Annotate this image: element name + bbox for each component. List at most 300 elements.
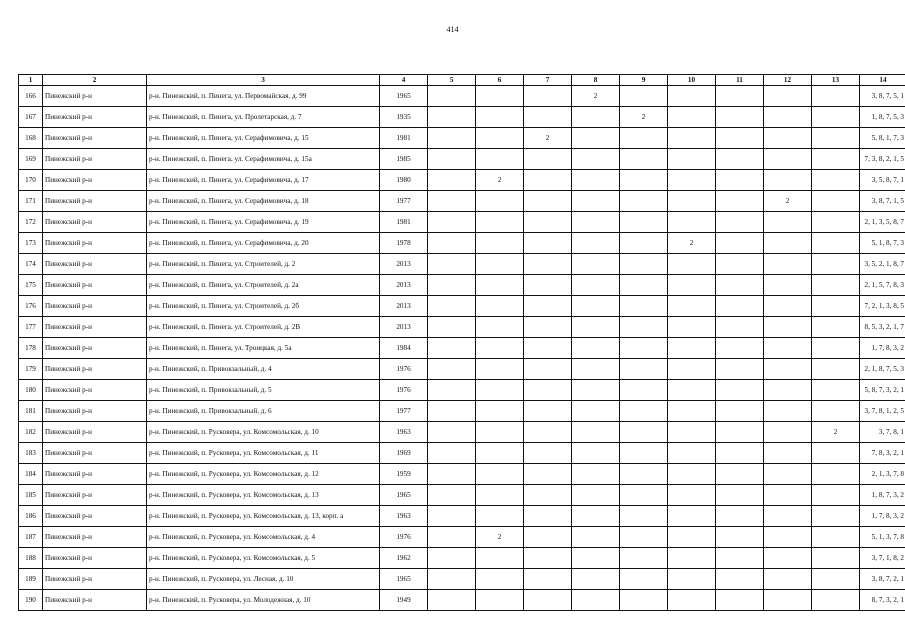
- cell-col-11: [716, 359, 764, 380]
- cell-col-7: [524, 359, 572, 380]
- year-cell: 1965: [380, 569, 428, 590]
- district-cell: Пинежский р-н: [43, 422, 147, 443]
- cell-col-10: [668, 506, 716, 527]
- sequence-cell: 7, 3, 8, 2, 1, 5: [860, 149, 905, 170]
- cell-col-7: [524, 464, 572, 485]
- address-cell: р-н. Пинежский, п. Пинега, ул. Серафимовича, д. 18: [147, 191, 380, 212]
- address-cell: р-н. Пинежский, п. Русковера, ул. Комсомольская, д. 13: [147, 485, 380, 506]
- cell-col-12: [764, 506, 812, 527]
- cell-col-7: [524, 170, 572, 191]
- cell-col-11: [716, 569, 764, 590]
- cell-col-10: [668, 359, 716, 380]
- row-number-cell: 184: [19, 464, 43, 485]
- cell-col-13: [812, 590, 860, 611]
- district-cell: Пинежский р-н: [43, 359, 147, 380]
- cell-col-8: [572, 233, 620, 254]
- cell-col-9: [620, 317, 668, 338]
- cell-col-9: [620, 128, 668, 149]
- cell-col-6: [476, 569, 524, 590]
- cell-col-10: [668, 149, 716, 170]
- cell-col-7: [524, 191, 572, 212]
- table-row: [19, 548, 905, 569]
- cell-col-11: [716, 443, 764, 464]
- row-number-cell: 169: [19, 149, 43, 170]
- district-cell: Пинежский р-н: [43, 86, 147, 107]
- sequence-cell: 1, 8, 7, 3, 2: [860, 485, 905, 506]
- table-row: [19, 191, 905, 212]
- address-cell: р-н. Пинежский, п. Русковера, ул. Комсомольская, д. 13, корп. а: [147, 506, 380, 527]
- cell-col-10: [668, 569, 716, 590]
- cell-col-5: [428, 233, 476, 254]
- cell-col-11: [716, 422, 764, 443]
- cell-col-9: [620, 464, 668, 485]
- cell-col-8: [572, 548, 620, 569]
- cell-col-7: [524, 485, 572, 506]
- year-cell: 1980: [380, 170, 428, 191]
- address-cell: р-н. Пинежский, п. Русковера, ул. Молодежная, д. 10: [147, 590, 380, 611]
- sequence-cell: 5, 1, 8, 7, 3: [860, 233, 905, 254]
- table-row: [19, 464, 905, 485]
- address-cell: р-н. Пинежский, п. Пинега, ул. Серафимовича, д. 15: [147, 128, 380, 149]
- cell-col-11: [716, 128, 764, 149]
- cell-col-5: [428, 485, 476, 506]
- sequence-cell: 2, 1, 3, 5, 8, 7: [860, 212, 905, 233]
- cell-col-5: [428, 569, 476, 590]
- cell-col-10: [668, 422, 716, 443]
- cell-col-12: [764, 254, 812, 275]
- cell-col-8: [572, 569, 620, 590]
- address-cell: р-н. Пинежский, п. Пинега, ул. Строителей, д. 2б: [147, 296, 380, 317]
- cell-col-6: [476, 233, 524, 254]
- row-number-cell: 173: [19, 233, 43, 254]
- address-cell: р-н. Пинежский, п. Пинега, ул. Строителей, д. 2а: [147, 275, 380, 296]
- district-cell: Пинежский р-н: [43, 170, 147, 191]
- cell-col-9: [620, 359, 668, 380]
- year-cell: 1963: [380, 422, 428, 443]
- cell-col-9: [620, 212, 668, 233]
- column-header-1: 1: [19, 75, 43, 86]
- cell-col-13: [812, 359, 860, 380]
- sequence-cell: 1, 8, 7, 5, 3: [860, 107, 905, 128]
- cell-col-13: [812, 548, 860, 569]
- cell-col-7: [524, 212, 572, 233]
- cell-col-9: [620, 506, 668, 527]
- district-cell: Пинежский р-н: [43, 191, 147, 212]
- district-cell: Пинежский р-н: [43, 338, 147, 359]
- table-row: [19, 527, 905, 548]
- year-cell: 1959: [380, 464, 428, 485]
- table-row: [19, 485, 905, 506]
- address-cell: р-н. Пинежский, п. Пинега, ул. Серафимовича, д. 17: [147, 170, 380, 191]
- cell-col-6: [476, 548, 524, 569]
- cell-col-13: [812, 338, 860, 359]
- year-cell: 1985: [380, 149, 428, 170]
- table-row: [19, 443, 905, 464]
- table-row: [19, 233, 905, 254]
- cell-col-11: [716, 401, 764, 422]
- address-cell: р-н. Пинежский, п. Привокзальный, д. 6: [147, 401, 380, 422]
- column-header-7: 7: [524, 75, 572, 86]
- district-cell: Пинежский р-н: [43, 296, 147, 317]
- cell-col-12: [764, 107, 812, 128]
- cell-col-5: [428, 86, 476, 107]
- cell-col-12: [764, 443, 812, 464]
- cell-col-10: [668, 128, 716, 149]
- sequence-cell: 7, 2, 1, 3, 8, 5: [860, 296, 905, 317]
- cell-col-12: [764, 380, 812, 401]
- cell-col-5: [428, 296, 476, 317]
- address-cell: р-н. Пинежский, п. Пинега, ул. Строителей, д. 2В: [147, 317, 380, 338]
- cell-col-11: [716, 149, 764, 170]
- cell-col-9: [620, 401, 668, 422]
- cell-col-12: [764, 527, 812, 548]
- year-cell: 1962: [380, 548, 428, 569]
- cell-col-13: [812, 464, 860, 485]
- district-cell: Пинежский р-н: [43, 212, 147, 233]
- cell-col-8: [572, 275, 620, 296]
- cell-col-6: [476, 380, 524, 401]
- cell-col-13: [812, 191, 860, 212]
- column-header-9: 9: [620, 75, 668, 86]
- cell-col-5: [428, 443, 476, 464]
- cell-col-12: [764, 359, 812, 380]
- cell-col-13: [812, 443, 860, 464]
- cell-col-13: [812, 569, 860, 590]
- cell-col-8: [572, 317, 620, 338]
- cell-col-12: [764, 212, 812, 233]
- cell-col-12: [764, 569, 812, 590]
- cell-col-11: [716, 170, 764, 191]
- cell-col-7: [524, 317, 572, 338]
- address-cell: р-н. Пинежский, п. Пинега, ул. Серафимовича, д. 15а: [147, 149, 380, 170]
- cell-col-9: [620, 254, 668, 275]
- row-number-cell: 166: [19, 86, 43, 107]
- cell-col-6: 2: [476, 527, 524, 548]
- year-cell: 1963: [380, 506, 428, 527]
- address-cell: р-н. Пинежский, п. Пинега, ул. Первомайская, д. 99: [147, 86, 380, 107]
- sequence-cell: 5, 8, 1, 7, 3: [860, 128, 905, 149]
- table-row: [19, 296, 905, 317]
- cell-col-6: [476, 296, 524, 317]
- district-cell: Пинежский р-н: [43, 149, 147, 170]
- cell-col-7: [524, 569, 572, 590]
- cell-col-9: [620, 191, 668, 212]
- cell-col-8: [572, 485, 620, 506]
- table-row: [19, 107, 905, 128]
- sequence-cell: 3, 8, 7, 2, 1: [860, 569, 905, 590]
- header-row: [19, 75, 905, 86]
- table-row: [19, 422, 905, 443]
- row-number-cell: 183: [19, 443, 43, 464]
- sequence-cell: 5, 8, 7, 3, 2, 1: [860, 380, 905, 401]
- cell-col-6: [476, 254, 524, 275]
- cell-col-12: [764, 275, 812, 296]
- district-cell: Пинежский р-н: [43, 527, 147, 548]
- sequence-cell: 1, 7, 8, 3, 2: [860, 506, 905, 527]
- cell-col-12: [764, 317, 812, 338]
- cell-col-9: [620, 485, 668, 506]
- year-cell: 1984: [380, 338, 428, 359]
- year-cell: 1949: [380, 590, 428, 611]
- district-cell: Пинежский р-н: [43, 590, 147, 611]
- sequence-cell: 3, 7, 1, 8, 2: [860, 548, 905, 569]
- cell-col-13: [812, 296, 860, 317]
- table-row: [19, 212, 905, 233]
- row-number-cell: 172: [19, 212, 43, 233]
- cell-col-12: [764, 338, 812, 359]
- cell-col-5: [428, 275, 476, 296]
- cell-col-8: [572, 401, 620, 422]
- row-number-cell: 182: [19, 422, 43, 443]
- address-cell: р-н. Пинежский, п. Русковера, ул. Комсомольская, д. 4: [147, 527, 380, 548]
- cell-col-8: [572, 149, 620, 170]
- district-cell: Пинежский р-н: [43, 233, 147, 254]
- cell-col-13: [812, 107, 860, 128]
- cell-col-13: [812, 275, 860, 296]
- cell-col-11: [716, 275, 764, 296]
- sequence-cell: 2, 1, 5, 7, 8, 3: [860, 275, 905, 296]
- cell-col-6: [476, 317, 524, 338]
- year-cell: 1981: [380, 128, 428, 149]
- district-cell: Пинежский р-н: [43, 548, 147, 569]
- sequence-cell: 8, 7, 3, 2, 1: [860, 590, 905, 611]
- sequence-cell: 3, 7, 8, 1: [860, 422, 905, 443]
- district-cell: Пинежский р-н: [43, 317, 147, 338]
- sequence-cell: 2, 1, 3, 7, 8: [860, 464, 905, 485]
- cell-col-8: [572, 590, 620, 611]
- cell-col-11: [716, 590, 764, 611]
- cell-col-12: [764, 128, 812, 149]
- row-number-cell: 174: [19, 254, 43, 275]
- cell-col-9: [620, 233, 668, 254]
- cell-col-7: [524, 422, 572, 443]
- table-row: [19, 170, 905, 191]
- cell-col-13: [812, 485, 860, 506]
- table-row: [19, 128, 905, 149]
- cell-col-9: 2: [620, 107, 668, 128]
- cell-col-9: [620, 590, 668, 611]
- cell-col-6: [476, 191, 524, 212]
- district-cell: Пинежский р-н: [43, 443, 147, 464]
- cell-col-12: [764, 485, 812, 506]
- district-cell: Пинежский р-н: [43, 464, 147, 485]
- year-cell: 1977: [380, 191, 428, 212]
- cell-col-11: [716, 107, 764, 128]
- cell-col-11: [716, 254, 764, 275]
- cell-col-13: [812, 527, 860, 548]
- cell-col-10: [668, 464, 716, 485]
- sequence-cell: 3, 8, 7, 5, 1: [860, 86, 905, 107]
- sequence-cell: 3, 8, 7, 1, 5: [860, 191, 905, 212]
- cell-col-5: [428, 212, 476, 233]
- cell-col-6: [476, 485, 524, 506]
- cell-col-13: [812, 170, 860, 191]
- cell-col-9: [620, 443, 668, 464]
- cell-col-11: [716, 527, 764, 548]
- sequence-cell: 2, 1, 8, 7, 5, 3: [860, 359, 905, 380]
- cell-col-5: [428, 527, 476, 548]
- cell-col-11: [716, 86, 764, 107]
- cell-col-11: [716, 464, 764, 485]
- cell-col-10: [668, 527, 716, 548]
- cell-col-13: [812, 233, 860, 254]
- cell-col-10: [668, 485, 716, 506]
- column-header-4: 4: [380, 75, 428, 86]
- table-row: [19, 317, 905, 338]
- cell-col-11: [716, 485, 764, 506]
- cell-col-5: [428, 149, 476, 170]
- sequence-cell: 3, 5, 8, 7, 1: [860, 170, 905, 191]
- year-cell: 2013: [380, 317, 428, 338]
- cell-col-7: [524, 548, 572, 569]
- district-cell: Пинежский р-н: [43, 128, 147, 149]
- address-cell: р-н. Пинежский, п. Русковера, ул. Комсомольская, д. 12: [147, 464, 380, 485]
- cell-col-7: [524, 275, 572, 296]
- address-cell: р-н. Пинежский, п. Русковера, ул. Комсомольская, д. 5: [147, 548, 380, 569]
- cell-col-10: [668, 275, 716, 296]
- column-header-6: 6: [476, 75, 524, 86]
- address-cell: р-н. Пинежский, п. Русковера, ул. Лесная, д. 10: [147, 569, 380, 590]
- table-row: [19, 506, 905, 527]
- cell-col-6: [476, 590, 524, 611]
- cell-col-7: [524, 233, 572, 254]
- sequence-cell: 8, 5, 3, 2, 1, 7: [860, 317, 905, 338]
- cell-col-8: [572, 380, 620, 401]
- cell-col-7: [524, 107, 572, 128]
- table-body: [19, 86, 905, 611]
- cell-col-11: [716, 338, 764, 359]
- cell-col-12: 2: [764, 191, 812, 212]
- cell-col-8: [572, 338, 620, 359]
- cell-col-12: [764, 401, 812, 422]
- column-header-12: 12: [764, 75, 812, 86]
- row-number-cell: 170: [19, 170, 43, 191]
- cell-col-9: [620, 338, 668, 359]
- cell-col-9: [620, 275, 668, 296]
- address-cell: р-н. Пинежский, п. Русковера, ул. Комсомольская, д. 11: [147, 443, 380, 464]
- cell-col-10: [668, 317, 716, 338]
- cell-col-6: [476, 359, 524, 380]
- cell-col-9: [620, 527, 668, 548]
- cell-col-13: [812, 401, 860, 422]
- column-header-13: 13: [812, 75, 860, 86]
- cell-col-10: [668, 401, 716, 422]
- row-number-cell: 178: [19, 338, 43, 359]
- row-number-cell: 189: [19, 569, 43, 590]
- address-cell: р-н. Пинежский, п. Привокзальный, д. 4: [147, 359, 380, 380]
- cell-col-10: 2: [668, 233, 716, 254]
- year-cell: 1977: [380, 401, 428, 422]
- cell-col-8: [572, 107, 620, 128]
- cell-col-7: [524, 86, 572, 107]
- year-cell: 1935: [380, 107, 428, 128]
- sequence-cell: 3, 5, 2, 1, 8, 7: [860, 254, 905, 275]
- cell-col-6: [476, 86, 524, 107]
- cell-col-6: [476, 401, 524, 422]
- cell-col-13: [812, 86, 860, 107]
- column-header-8: 8: [572, 75, 620, 86]
- cell-col-6: 2: [476, 170, 524, 191]
- cell-col-13: [812, 317, 860, 338]
- cell-col-5: [428, 254, 476, 275]
- year-cell: 2013: [380, 296, 428, 317]
- cell-col-12: [764, 548, 812, 569]
- cell-col-11: [716, 233, 764, 254]
- cell-col-10: [668, 107, 716, 128]
- table-row: [19, 149, 905, 170]
- district-cell: Пинежский р-н: [43, 275, 147, 296]
- cell-col-7: [524, 254, 572, 275]
- cell-col-8: [572, 296, 620, 317]
- cell-col-13: 2: [812, 422, 860, 443]
- year-cell: 2013: [380, 275, 428, 296]
- cell-col-12: [764, 149, 812, 170]
- cell-col-6: [476, 443, 524, 464]
- cell-col-7: [524, 506, 572, 527]
- cell-col-10: [668, 86, 716, 107]
- cell-col-10: [668, 254, 716, 275]
- row-number-cell: 186: [19, 506, 43, 527]
- row-number-cell: 180: [19, 380, 43, 401]
- column-header-10: 10: [668, 75, 716, 86]
- column-header-3: 3: [147, 75, 380, 86]
- cell-col-7: [524, 338, 572, 359]
- row-number-cell: 181: [19, 401, 43, 422]
- cell-col-10: [668, 212, 716, 233]
- cell-col-13: [812, 212, 860, 233]
- table-row: [19, 359, 905, 380]
- cell-col-11: [716, 191, 764, 212]
- cell-col-13: [812, 380, 860, 401]
- cell-col-5: [428, 338, 476, 359]
- cell-col-5: [428, 359, 476, 380]
- address-cell: р-н. Пинежский, п. Пинега, ул. Троицкая, д. 5а: [147, 338, 380, 359]
- cell-col-9: [620, 380, 668, 401]
- cell-col-13: [812, 128, 860, 149]
- cell-col-6: [476, 275, 524, 296]
- district-cell: Пинежский р-н: [43, 485, 147, 506]
- cell-col-9: [620, 569, 668, 590]
- table-row: [19, 338, 905, 359]
- year-cell: 1965: [380, 485, 428, 506]
- row-number-cell: 176: [19, 296, 43, 317]
- table-row: [19, 86, 905, 107]
- table-row: [19, 380, 905, 401]
- cell-col-10: [668, 170, 716, 191]
- cell-col-9: [620, 149, 668, 170]
- cell-col-8: [572, 443, 620, 464]
- cell-col-11: [716, 212, 764, 233]
- cell-col-5: [428, 170, 476, 191]
- cell-col-6: [476, 506, 524, 527]
- cell-col-13: [812, 506, 860, 527]
- address-cell: р-н. Пинежский, п. Пинега, ул. Серафимовича, д. 20: [147, 233, 380, 254]
- cell-col-6: [476, 422, 524, 443]
- cell-col-7: 2: [524, 128, 572, 149]
- row-number-cell: 188: [19, 548, 43, 569]
- cell-col-10: [668, 548, 716, 569]
- cell-col-6: [476, 107, 524, 128]
- column-header-11: 11: [716, 75, 764, 86]
- cell-col-9: [620, 296, 668, 317]
- cell-col-8: [572, 422, 620, 443]
- cell-col-12: [764, 422, 812, 443]
- cell-col-13: [812, 149, 860, 170]
- cell-col-6: [476, 338, 524, 359]
- address-cell: р-н. Пинежский, п. Привокзальный, д. 5: [147, 380, 380, 401]
- housing-register-table: [18, 74, 905, 611]
- address-cell: р-н. Пинежский, п. Пинега, ул. Пролетарская, д. 7: [147, 107, 380, 128]
